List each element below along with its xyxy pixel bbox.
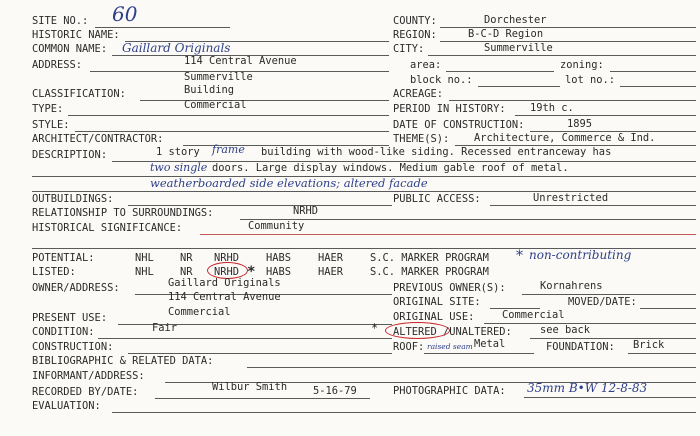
potential-label: POTENTIAL: (32, 252, 95, 264)
type-line (68, 115, 389, 116)
outbuildings-line (128, 205, 392, 206)
moved-date-line (640, 308, 696, 309)
region-label: REGION: (393, 29, 437, 41)
site-no-value: 60 (112, 2, 138, 26)
altered-label: ALTERED (393, 326, 437, 338)
public-access-line (490, 205, 696, 206)
relationship-line (240, 219, 696, 220)
potential-marker: S.C. MARKER PROGRAM (370, 252, 489, 264)
county-value: Dorchester (484, 14, 547, 26)
public-access-value: Unrestricted (533, 192, 609, 204)
altered-line (530, 338, 696, 339)
recorded-line (155, 398, 370, 399)
address-label: ADDRESS: (32, 59, 83, 71)
public-access-label: PUBLIC ACCESS: (393, 193, 481, 205)
outbuildings-label: OUTBUILDINGS: (32, 193, 114, 205)
description-line2: doors. Large display windows. Medium gable roof of metal. (212, 162, 569, 174)
photographic-line (524, 397, 696, 398)
description-line3: weatherboarded side elevations; altered facade (150, 176, 428, 190)
acreage-label: ACREAGE: (393, 88, 444, 100)
previous-owners-value: Kornahrens (540, 280, 603, 292)
previous-owners-label: PREVIOUS OWNER(S): (393, 282, 506, 294)
recorded-label: RECORDED BY/DATE: (32, 386, 139, 398)
altered-circle (385, 322, 450, 339)
description-line1b: building with wood-like siding. Recessed entranceway has (261, 146, 612, 158)
condition-asterisk: * (371, 321, 379, 335)
zoning-label: zoning: (560, 59, 604, 71)
roof-note: raised seam (427, 342, 473, 351)
unaltered-label: /UNALTERED: (443, 326, 512, 338)
potential-habs: HABS (266, 252, 292, 264)
bibliographic-line (247, 367, 696, 368)
foundation-value: Brick (633, 339, 665, 351)
significance-line (200, 234, 696, 235)
listed-label: LISTED: (32, 266, 76, 278)
common-name-label: COMMON NAME: (32, 43, 108, 55)
altered-value: see back (540, 324, 591, 336)
common-name-value: Gaillard Originals (122, 41, 231, 55)
listed-habs: HABS (266, 266, 292, 278)
style-line (75, 131, 389, 132)
potential-haer: HAER (318, 252, 344, 264)
theme-value: Architecture, Commerce & Ind. (474, 132, 656, 144)
acreage-line (449, 100, 696, 101)
informant-label: INFORMANT/ADDRESS: (32, 370, 145, 382)
period-line (515, 115, 696, 116)
classification-value: Building (184, 84, 235, 96)
roof-line (424, 353, 534, 354)
classification-line (140, 100, 389, 101)
address-line2: Summerville (184, 71, 253, 83)
listed-nr: NR (180, 266, 193, 278)
listed-haer: HAER (318, 266, 344, 278)
city-line (428, 55, 696, 56)
construction-label: CONSTRUCTION: (32, 341, 114, 353)
relationship-value: NRHD (293, 205, 319, 217)
owner-label: OWNER/ADDRESS: (32, 282, 120, 294)
significance-label: HISTORICAL SIGNIFICANCE: (32, 222, 183, 234)
city-label: CITY: (393, 43, 425, 55)
owner-line2: 114 Central Avenue (168, 291, 281, 303)
construction-line (128, 353, 392, 354)
lot-label: lot no.: (565, 74, 616, 86)
roof-label: ROOF: (393, 341, 425, 353)
classification-label: CLASSIFICATION: (32, 88, 126, 100)
potential-nhl: NHL (135, 252, 154, 264)
period-label: PERIOD IN HISTORY: (393, 103, 506, 115)
area-label: area: (410, 59, 442, 71)
block-label: block no.: (410, 74, 473, 86)
foundation-line (628, 353, 696, 354)
county-label: COUNTY: (393, 15, 437, 27)
address-line1: 114 Central Avenue (184, 55, 297, 67)
condition-value: Fair (152, 322, 178, 334)
description-label: DESCRIPTION: (32, 149, 108, 161)
site-no-line (95, 27, 230, 28)
bibliographic-label: BIBLIOGRAPHIC & RELATED DATA: (32, 355, 214, 367)
site-no-label: SITE NO.: (32, 15, 89, 27)
present-use-label: PRESENT USE: (32, 312, 108, 324)
original-use-label: ORIGINAL USE: (393, 311, 475, 323)
zoning-line (610, 71, 696, 72)
listed-marker: S.C. MARKER PROGRAM (370, 266, 489, 278)
original-use-line (484, 323, 696, 324)
description-line1a: 1 story (156, 146, 200, 158)
type-label: TYPE: (32, 103, 64, 115)
style-label: STYLE: (32, 119, 70, 131)
photographic-label: PHOTOGRAPHIC DATA: (393, 385, 506, 397)
roof-value: Metal (474, 338, 506, 350)
period-value: 19th c. (530, 102, 574, 114)
region-value: B-C-D Region (468, 28, 544, 40)
type-value: Commercial (184, 99, 247, 111)
lot-line (620, 86, 696, 87)
potential-nrhd: NRHD (214, 252, 240, 264)
potential-asterisk: * (516, 248, 523, 264)
listed-nhl: NHL (135, 266, 154, 278)
previous-owners-line (522, 294, 696, 295)
potential-note: non-contributing (529, 248, 632, 262)
moved-date-label: MOVED/DATE: (568, 296, 637, 308)
relationship-label: RELATIONSHIP TO SURROUNDINGS: (32, 207, 214, 219)
recorded-date: 5-16-79 (313, 385, 357, 397)
condition-label: CONDITION: (32, 326, 95, 338)
description-insert-two-single: two single (150, 161, 208, 174)
date-label: DATE OF CONSTRUCTION: (393, 119, 525, 131)
listed-nrhd: NRHD (214, 266, 240, 278)
date-value: 1895 (567, 118, 593, 130)
foundation-label: FOUNDATION: (546, 341, 615, 353)
original-use-value: Commercial (502, 309, 565, 321)
photographic-value: 35mm B•W 12-8-83 (527, 381, 648, 395)
area-line (446, 71, 554, 72)
description-insert-frame: frame (212, 143, 245, 156)
block-line (478, 86, 560, 87)
evaluation-line (112, 412, 696, 413)
architect-label: ARCHITECT/CONTRACTOR: (32, 133, 164, 145)
potential-nr: NR (180, 252, 193, 264)
listed-asterisk: * (247, 264, 256, 280)
present-use-value: Commercial (168, 306, 231, 318)
condition-line (98, 338, 392, 339)
historic-name-label: HISTORIC NAME: (32, 29, 120, 41)
evaluation-label: EVALUATION: (32, 400, 101, 412)
original-site-label: ORIGINAL SITE: (393, 296, 481, 308)
theme-label: THEME(S): (393, 133, 450, 145)
recorded-value: Wilbur Smith (212, 381, 288, 393)
owner-line1: Gaillard Originals (168, 277, 281, 289)
region-line (440, 41, 696, 42)
city-value: Summerville (484, 42, 553, 54)
significance-value: Community (248, 220, 305, 232)
